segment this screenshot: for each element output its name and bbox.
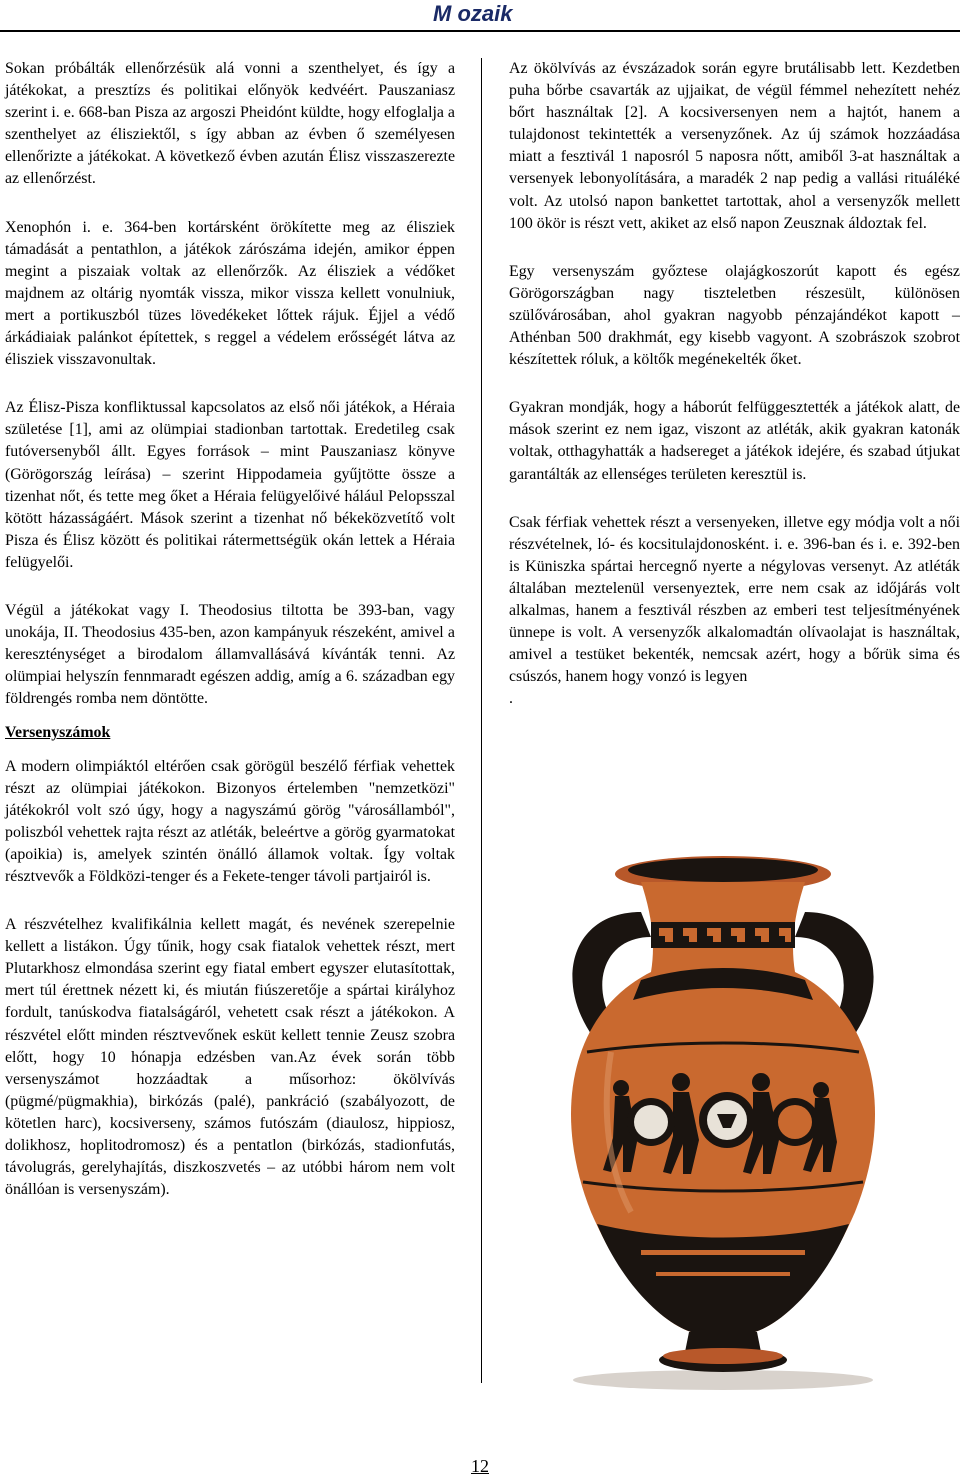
column-divider [481,58,482,1383]
paragraph-truce: Gyakran mondják, hogy a háborút felfüggesztették a játékok alatt, de mások szerint ez nem igaz, viszont az atléták, akik gyakran katonák voltak, otthagyhatták a hadsereget a játékok idejére, és szabad útjukat garantálták az ellenséges területen keresztül is. [509,399,960,483]
paragraph-participants: A modern olimpiáktól eltérően csak görögül beszélő férfiak vehettek részt az olümpiai játékokon. Bizonyos értelemben "nemzetközi" játékokról volt szó úgy, hogy a nagyszámú görög "városállamból", poliszból vehettek rajta részt az atléták, beleértve a görög gyarmatokat (apoikia) is, amelyek szintén önálló államok voltak. Így voltak résztvevők a Földközi-tenger és a Fekete-tenger távoli partjairól is. [5,757,455,885]
left-column [5,58,455,1227]
header-rule [0,30,960,32]
paragraph-theodosius: Végül a játékokat vagy I. Theodosius tiltotta be 393-ban, vagy unokája, II. Theodosius 435-ben, azon kampányuk részeként, amivel a kereszténységet a birodalom államvallásává kívánták tenni. Az olümpiai helyszín fennmaradt egészen addig, amíg a 6. században egy földrengés romba nem döntötte. [5,601,455,708]
paragraph-heraia: Az Élisz-Pisza konfliktussal kapcsolatos az első női játékok, a Héraia születése [1], ami az olümpiai stadionban tartottak. Eredetileg csak futóversenyből állt. Egyes források – mint Pauszaniasz könyve (Görögország leírása) – szerint Hippodameia gyűjtötte össze a tizenhat nőt, és tette meg őket a Héraia felügyelőivé hálául Pelopsszal kötött házasságáért. Mások szerint a tizenhat nő békeközvetítő volt Pisza és Élisz között és politikai rátermettségük okán lettek a Héraia felügyelői. [5,399,455,571]
right-column [509,58,960,710]
section-heading-events: Versenyszámok [5,724,111,742]
paragraph-qualification: A részvételhez kvalifikálnia kellett magát, és nevének szerepelnie kellett a listákon. Úgy tűnik, hogy csak fiatalok vehettek részt, mert Plutarkhosz elmondása szerint egy fiatal embert egyszer elutasítottak, mert túl érettnek nézett ki, és miután fiúszeretője a spártai királyhoz fordult, tanúskodva fiatalságáról, vehetett csak részt a játékokon. A részvétel előtt minden résztvevőnek esküt kellett tennie Zeusz szobra előtt, hogy 10 hónapja edzésben van.Az évek során több versenyszámot hozzáadtak a műsorhoz: ökölvívás (pügmé/pügmakhia), birkózás (palé), pankráció (szabályozott, de kötetlen harc), kocsiverseny, számos futószám (diaulosz, hippiosz, dolikhosz, hoplitodromosz) és a pentatlon (birkózás, stadionfutás, távolugrás, gerelyhajítás, diszkoszvetés – az utóbbi három nem volt önállóan is versenyszám). [5,916,455,1199]
paragraph-women: Csak férfiak vehettek részt a versenyeken, illetve egy módja volt a női részvételnek, ló- és kocsitulajdonosként. i. e. 396-ban és i. e. 392-ben is Küniszka spártai hercegnő nyerte a négylovas versenyt. Az atléták általában meztelenül versenyeztek, erre nem csak az időjárás volt alkalmas, hanem a fesztivál részben az emberi test teljesítményének ünnepe is volt. A versenyzők alkalomadtán olívaolajat is használtak, amivel a testüket bekenték, nemcsak azért, hogy a bőrük sima és csúszós, hanem hogy vonzó is legyen [509,513,960,686]
brand-logo: M ozaik [433,1,513,26]
paragraph-winners: Egy versenyszám győztese olajágkoszorút kapott és egész Görögországban nagy tiszteletben részesült, különösen szülővárosában, ahol gyakran nagyobb pénzajándékot kapott – Athénban 500 drakhmát, egy kisebb vagyont. A szobrászok szobrot készítettek róluk, a költők megénekelték őket. [509,262,960,369]
amphora-image [491,852,960,1392]
paragraph-xenophon: Xenophón i. e. 364-ben kortársként örökítette meg az élisziek támadását a pentathlon, a játékok zárószáma idején, amikor éppen megint a piszaiak voltak az ellenőrzők. Az élisziek a védőket majdnem az oltárig nyomták vissza, mikor vissza kellett vonulniuk, mert a portikuszból tüzes lövedékeket lőttek rájuk. Éjjel a védő árkádiaiak palánkot építettek, s reggel a védelem erősségét látva az élisziek visszavonultak. [5,218,455,369]
page-number: 12 [471,1456,489,1476]
amphora-icon [491,852,960,1392]
paragraph-control-attempts: Sokan próbálták ellenőrzésük alá vonni a szenthelyet, és így a játékokat, a presztízs és politikai előnyök kedvéért. Pauszaniasz szerint i. e. 668-ban Pisza az argoszi Pheidónt küldte, hogy elfoglalja a szenthelyet az élisziektől, s így abban az évben ő személyesen ellenőrizte a játékokat. A következő évben azután Élisz visszaszerezte az ellenőrzést. [5,60,455,188]
paragraph-dot: . [509,690,513,708]
paragraph-boxing: Az ökölvívás az évszázadok során egyre brutálisabb lett. Kezdetben puha bőrbe csavarták az ujjaikat, de végül fémmel nehezített nehéz bőrt használtak [2]. A kocsiversenyen nem a hajtót, hanem a tulajdonost tekintették a versenyzőnek. Az új számok hozzáadása miatt a fesztivál 1 naposról 5 naposra nőtt, amiből 3-at használtak a versenyek lebonyolítására, a maradék 2 nap pedig a vallási rituáléké volt. Az utolsó napon bankettet tartottak, ahol a versenyzők mellett 100 ökör is részt vett, akiket az első napon Zeusznak áldoztak fel. [509,60,960,232]
